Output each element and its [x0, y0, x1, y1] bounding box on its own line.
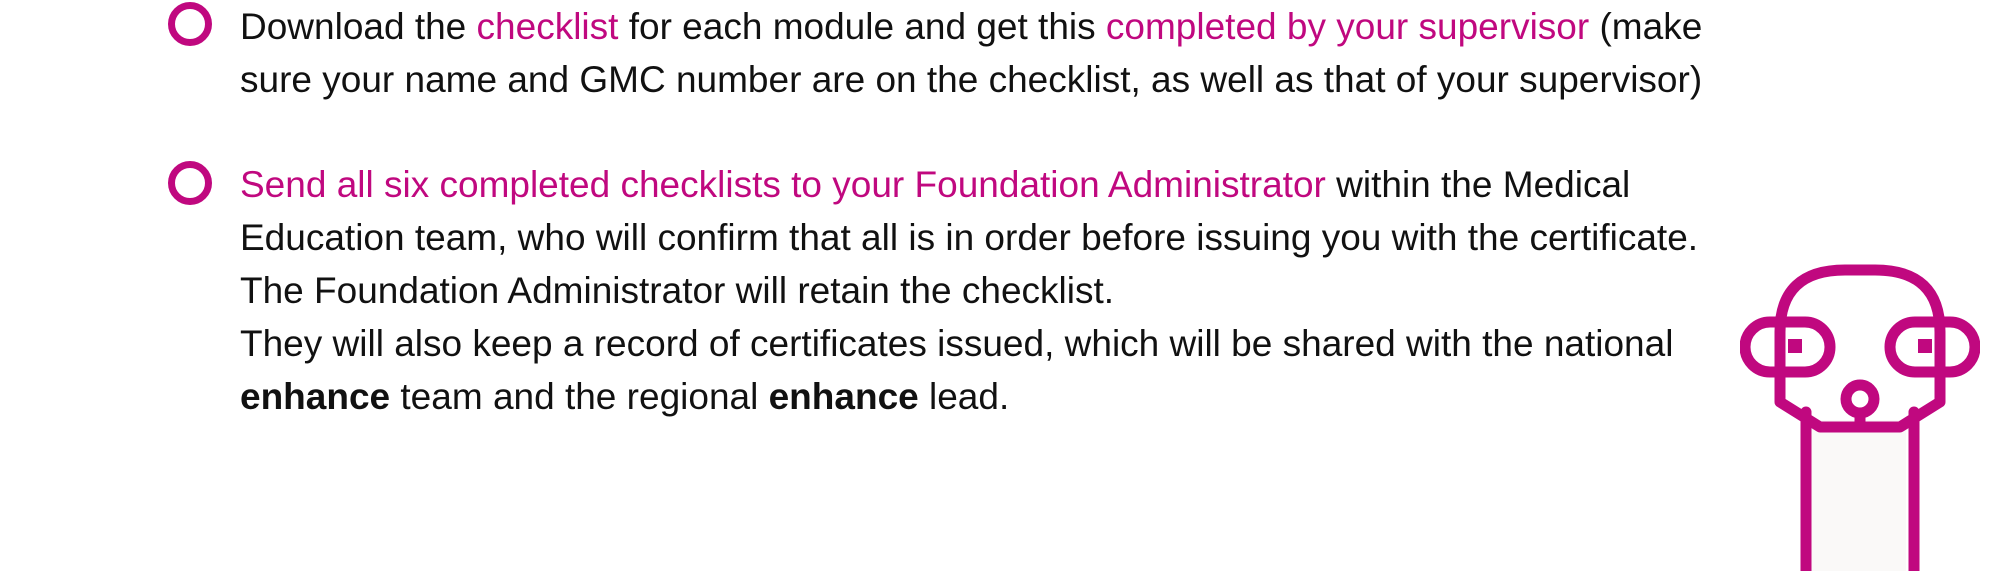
text-line: [240, 317, 1770, 370]
enhance-term: enhance: [768, 376, 919, 417]
text-line: [240, 158, 1770, 211]
text-segment: Download the: [240, 6, 477, 47]
robot-character-icon: [1740, 262, 1980, 571]
supervisor-highlight: completed by your supervisor: [1105, 6, 1590, 47]
text-segment: lead.: [918, 376, 1010, 417]
text-segment: within the Medical: [1325, 164, 1631, 205]
text-segment: team and the regional: [390, 376, 769, 417]
circle-bullet-icon: [168, 161, 212, 205]
text-segment: for each module and get this: [618, 6, 1106, 47]
administrator-highlight: Send all six completed checklists to your Foundation Administrator: [240, 164, 1326, 205]
checklist-link[interactable]: checklist: [476, 6, 619, 47]
text-line: [240, 264, 1770, 317]
text-segment: sure your name and GMC number are on the checklist, as well as that of your supervisor): [240, 59, 1703, 100]
text-segment: (make: [1589, 6, 1703, 47]
text-segment: Education team, who will confirm that all is in order before issuing you with the certificate.: [240, 217, 1699, 258]
text-segment: They will also keep a record of certificates issued, which will be shared with the national: [240, 323, 1674, 364]
circle-bullet-icon: [168, 2, 212, 46]
text-line: [240, 370, 1770, 423]
step-text: [240, 0, 1770, 106]
text-line: [240, 0, 1770, 53]
step-text: [240, 158, 1770, 423]
text-line: [240, 53, 1770, 106]
text-segment: The Foundation Administrator will retain the checklist.: [240, 270, 1115, 311]
text-line: [240, 211, 1770, 264]
enhance-term: enhance: [240, 376, 391, 417]
